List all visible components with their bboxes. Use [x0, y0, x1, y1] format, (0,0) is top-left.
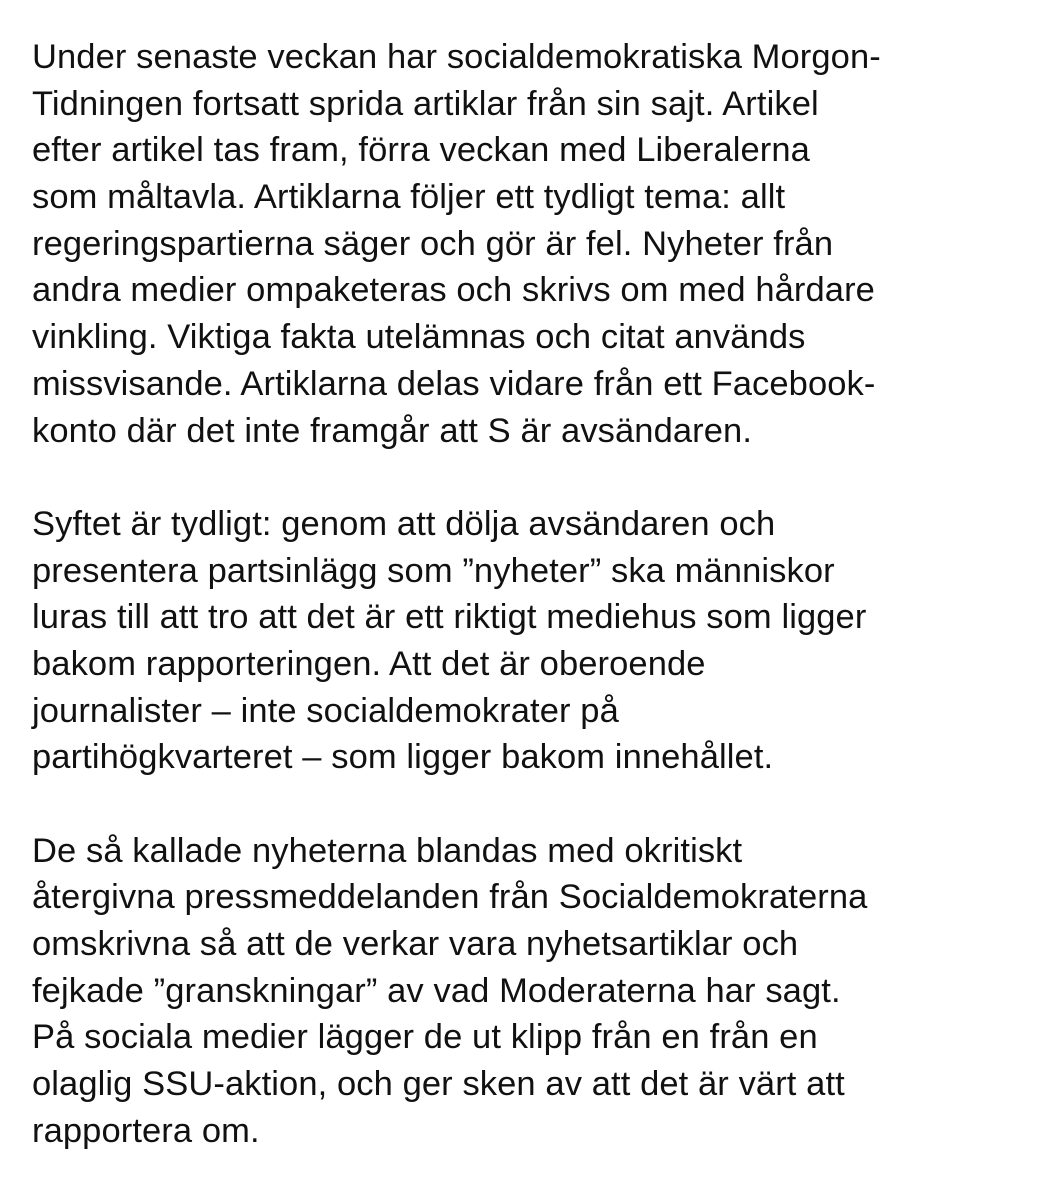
document-body	[32, 34, 1042, 1201]
text-line: återgivna pressmeddelanden från Socialdemokraterna	[32, 878, 868, 917]
text-line: missvisande. Artiklarna delas vidare från ett Facebook-	[32, 364, 876, 403]
text-line: andra medier ompaketeras och skrivs om med hårdare	[32, 271, 875, 310]
text-line: regeringspartierna säger och gör är fel. Nyheter från	[32, 224, 834, 263]
text-line: På sociala medier lägger de ut klipp från en från en	[32, 1018, 818, 1057]
text-line: presentera partsinlägg som ”nyheter” ska människor	[32, 551, 835, 590]
text-line: journalister – inte socialdemokrater på	[32, 691, 619, 730]
text-line: partihögkvarteret – som ligger bakom innehållet.	[32, 738, 774, 777]
text-line: vinkling. Viktiga fakta utelämnas och citat används	[32, 318, 806, 357]
paragraph-3	[32, 828, 1042, 1155]
paragraph-2	[32, 501, 1042, 781]
text-line: olaglig SSU-aktion, och ger sken av att det är värt att	[32, 1065, 845, 1104]
text-line: Syftet är tydligt: genom att dölja avsändaren och	[32, 504, 776, 543]
text-line: bakom rapporteringen. Att det är oberoende	[32, 644, 706, 683]
text-line: rapportera om.	[32, 1111, 260, 1150]
text-line: efter artikel tas fram, förra veckan med Liberalerna	[32, 131, 810, 170]
text-line: som måltavla. Artiklarna följer ett tydligt tema: allt	[32, 178, 786, 217]
text-line: De så kallade nyheterna blandas med okritiskt	[32, 831, 743, 870]
text-line: omskrivna så att de verkar vara nyhetsartiklar och	[32, 925, 799, 964]
text-line: konto där det inte framgår att S är avsändaren.	[32, 411, 753, 450]
text-line: fejkade ”granskningar” av vad Moderaterna har sagt.	[32, 971, 841, 1010]
text-line: Under senaste veckan har socialdemokratiska Morgon-	[32, 38, 881, 76]
text-line: luras till att tro att det är ett riktigt mediehus som ligger	[32, 598, 867, 637]
paragraph-1	[32, 34, 1042, 454]
text-line: Tidningen fortsatt sprida artiklar från sin sajt. Artikel	[32, 84, 819, 123]
